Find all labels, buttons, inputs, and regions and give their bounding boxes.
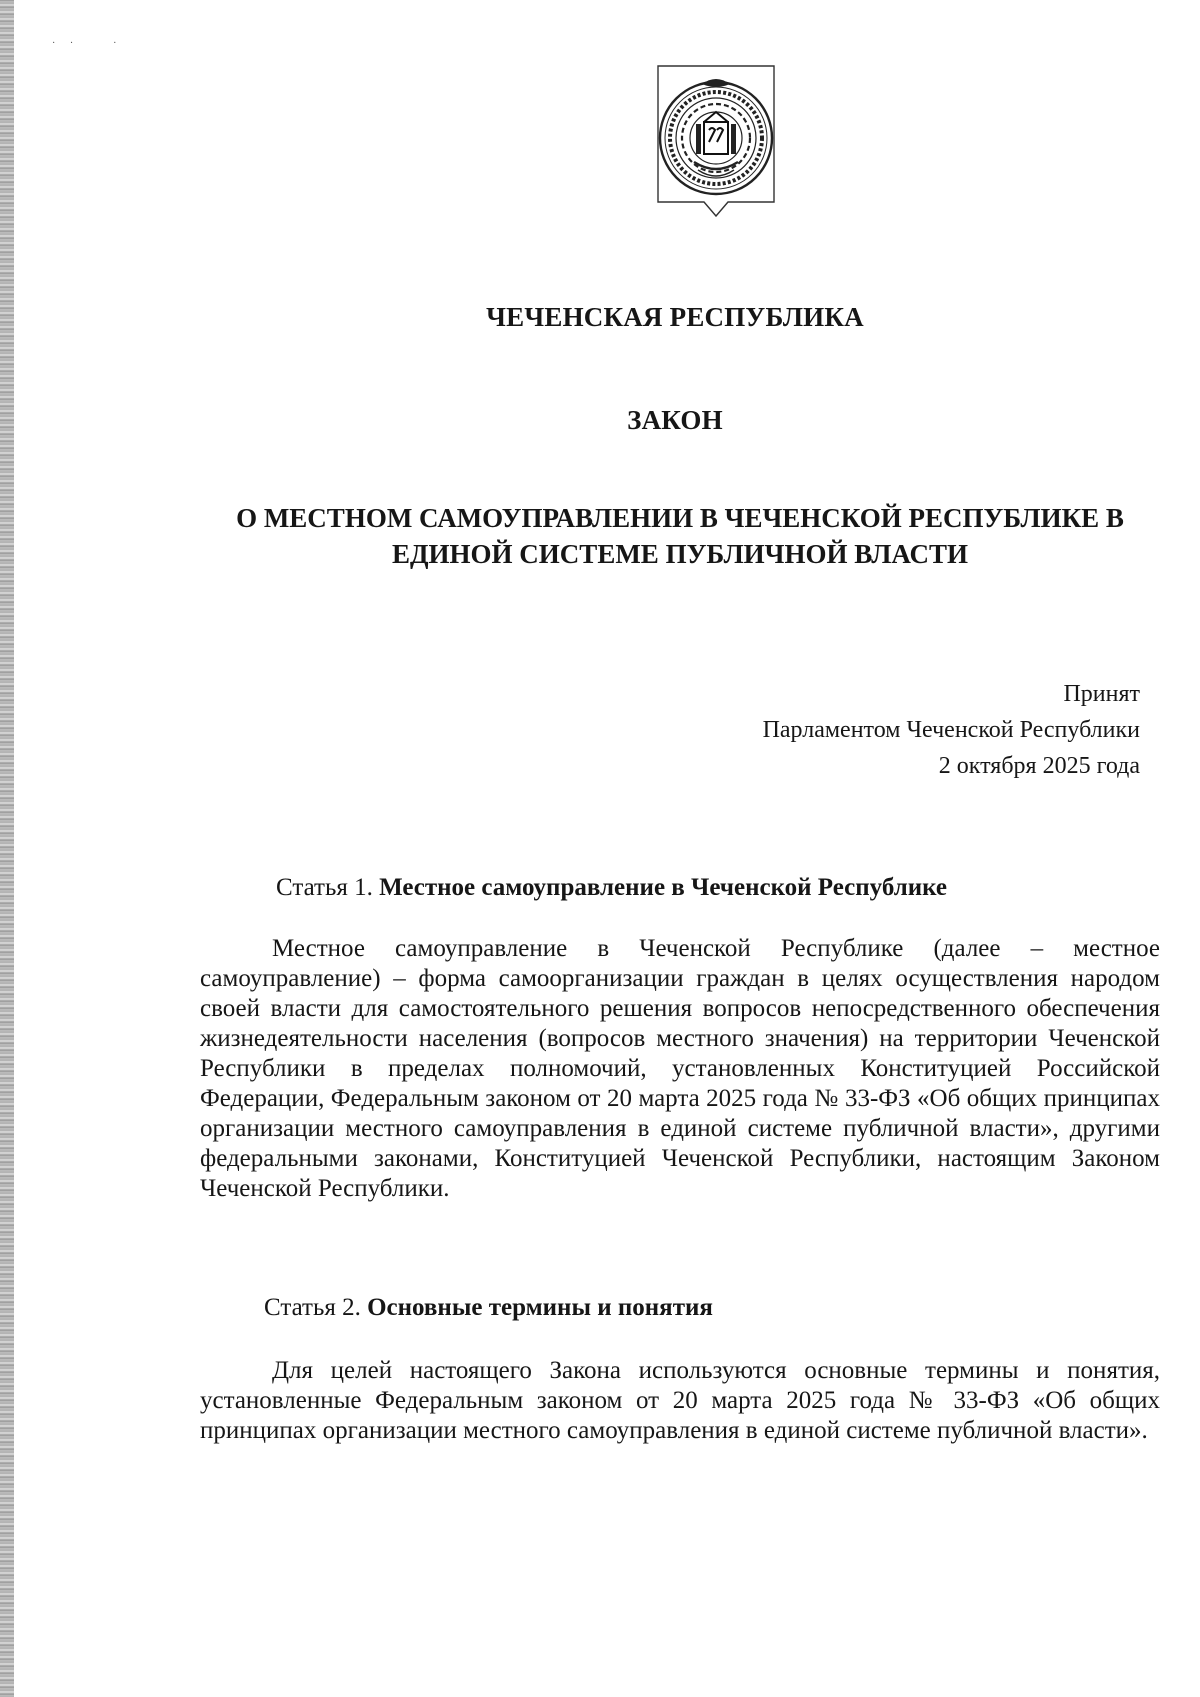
adoption-line-2: Парламентом Чеченской Республики (762, 717, 1140, 743)
document-type: ЗАКОН (627, 405, 723, 435)
article-2-heading (264, 1292, 713, 1324)
adoption-line-3: 2 октября 2025 года (938, 753, 1140, 779)
scan-specks: · · · (52, 38, 123, 49)
article-2-number: Статья 2. (264, 1294, 361, 1321)
adoption-line-1: Принят (1063, 681, 1140, 707)
article-1-number: Статья 1. (276, 874, 373, 901)
article-1-heading (276, 872, 947, 904)
republic-name: ЧЕЧЕНСКАЯ РЕСПУБЛИКА (486, 302, 864, 332)
article-1-text: Местное самоуправление в Чеченской Республике (далее – местное самоуправление) – форма самоорганизации граждан в целях осуществления народом своей власти для самостоятельного решения вопросов непосредственного обеспечения жизнедеятельности населения (вопросов местного значения) на территории Чеченской Республики в пределах полномочий, установленных Конституцией Российской Федерации, Федеральным законом от 20 марта 2025 года № 33-ФЗ «Об общих принципах организации местного самоуправления в единой системе публичной власти», другими федеральными законами, Конституцией Чеченской Республики, настоящим Законом Чеченской Республики. (200, 935, 1160, 1202)
scan-binding-edge (0, 0, 14, 1697)
adoption-block (763, 676, 1140, 784)
coat-of-arms-icon (654, 64, 778, 234)
article-2-text: Для целей настоящего Закона используются основные термины и понятия, установленные Федеральным законом от 20 марта 2025 года № 33-ФЗ «Об общих принципах организации местного самоуправления в единой системе публичной власти». (200, 1357, 1160, 1444)
law-title: О МЕСТНОМ САМОУПРАВЛЕНИИ В ЧЕЧЕНСКОЙ РЕСПУБЛИКЕ В ЕДИНОЙ СИСТЕМЕ ПУБЛИЧНОЙ ВЛАСТИ (236, 503, 1124, 569)
article-2-title: Основные термины и понятия (367, 1294, 713, 1321)
article-1-title: Местное самоуправление в Чеченской Республике (379, 874, 948, 901)
